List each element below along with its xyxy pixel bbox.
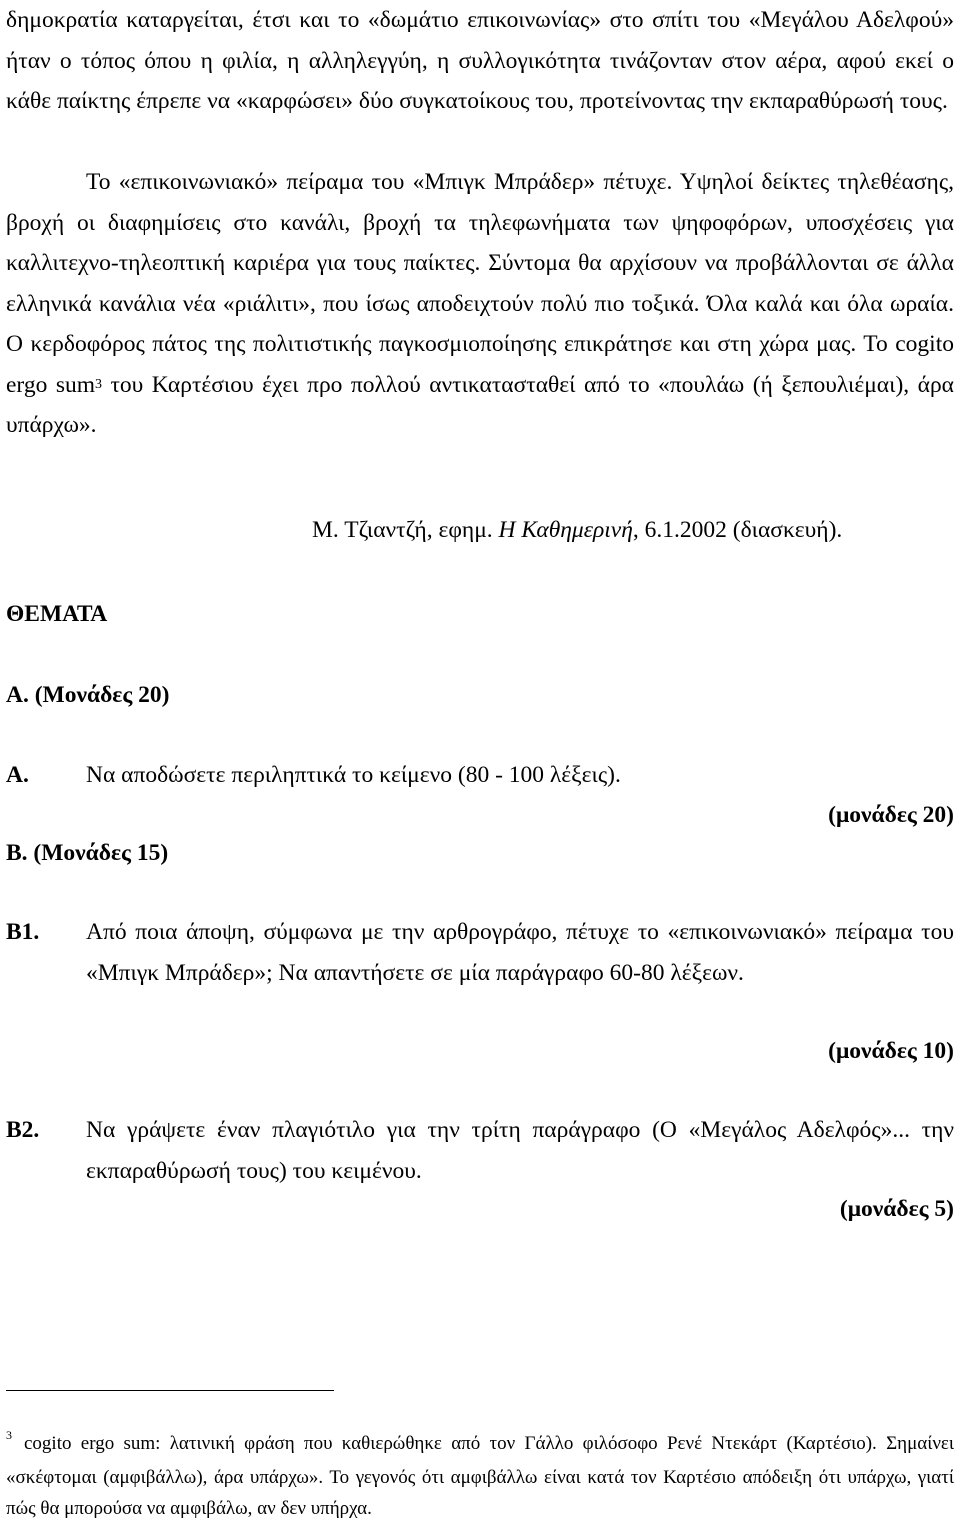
source-author: Μ. Τζιαντζή, εφημ. xyxy=(312,517,499,543)
question-a-text: Να αποδώσετε περιληπτικά το κείμενο (80 - 100 λέξεις). xyxy=(86,762,621,788)
question-b1-label: Β1. xyxy=(6,919,40,945)
footnote-number: 3 xyxy=(6,1428,12,1442)
paragraph-2-text-end: του Καρτέσιου έχει προ πολλού αντικατασταθεί από το «πουλάω (ή ξεπουλιέμαι), άρα υπάρχω». xyxy=(6,371,954,438)
themes-heading: ΘΕΜΑΤΑ xyxy=(6,601,108,627)
source-citation xyxy=(312,510,842,550)
section-b-heading: Β. (Μονάδες 15) xyxy=(6,840,169,866)
body-paragraph-2 xyxy=(6,162,954,446)
footnote-text: cogito ergo sum: λατινική φράση που καθιερώθηκε από τον Γάλλο φιλόσοφο Ρενέ Ντεκάρτ (Καρτέσιο). Σημαίνει «σκέφτομαι (αμφιβάλλω), άρα υπάρχω». Το γεγονός ότι αμφιβάλλω είναι κατά τον Καρτέσιο απόδειξη ότι υπάρχω, γιατί πώς θα μπορούσα να αμφιβάλω, αν δεν υπήρχα. xyxy=(6,1433,954,1519)
question-a-marks: (μονάδες 20) xyxy=(828,802,954,828)
paragraph-1-text: δημοκρατία καταργείται, έτσι και το «δωμάτιο επικοινωνίας» στο σπίτι του «Μεγάλου Αδελφού» ήταν ο τόπος όπου η φιλία, η αλληλεγγύη, η συλλογικότητα τινάζονταν στον αέρα, αφού εκεί ο κάθε παίκτης έπρεπε να «καρφώσει» δύο συγκατοίκους του, προτείνοντας την εκπαραθύρωσή τους. xyxy=(6,7,954,114)
section-a-heading: Α. (Μονάδες 20) xyxy=(6,682,170,708)
question-b2-label: Β2. xyxy=(6,1117,40,1143)
question-a-label: Α. xyxy=(6,762,29,788)
source-date: , 6.1.2002 (διασκευή). xyxy=(632,517,843,543)
question-b2-marks: (μονάδες 5) xyxy=(839,1196,954,1222)
body-paragraph-1 xyxy=(6,0,954,122)
footnote xyxy=(6,1428,954,1525)
paragraph-2-text-start: Το «επικοινωνιακό» πείραμα του «Μπιγκ Μπράδερ» πέτυχε. Υψηλοί δείκτες τηλεθέασης, βροχή οι διαφημίσεις στο κανάλι, βροχή τα τηλεφωνήματα των ψηφοφόρων, υποσχέσεις για καλλιτεχνο-τηλεοπτική καριέρα για τους παίκτες. Σύντομα θα αρχίσουν να προβάλλονται σε άλλα ελληνικά κανάλια νέα «ριάλιτι», που ίσως αποδειχτούν πολύ πιο τοξικά. Όλα καλά και όλα ωραία. Ο κερδοφόρος πάτος της πολιτιστικής παγκοσμιοποίησης επικράτησε και στη χώρα μας. Το cogito ergo sum xyxy=(6,169,954,398)
question-b1-text: Από ποια άποψη, σύμφωνα με την αρθρογράφο, πέτυχε το «επικοινωνιακό» πείραμα του «Μπιγκ Μπράδερ»; Να απαντήσετε σε μία παράγραφο 60-80 λέξεων. xyxy=(86,919,954,986)
question-b2-text: Να γράψετε έναν πλαγιότιλο για την τρίτη παράγραφο (Ο «Μεγάλος Αδελφός»... την εκπαραθύρωσή τους) του κειμένου. xyxy=(86,1117,954,1184)
question-b1-marks: (μονάδες 10) xyxy=(828,1038,954,1064)
source-newspaper: Η Καθημερινή xyxy=(498,517,633,543)
footnote-separator xyxy=(6,1390,334,1391)
footnote-reference: 3 xyxy=(95,376,102,392)
